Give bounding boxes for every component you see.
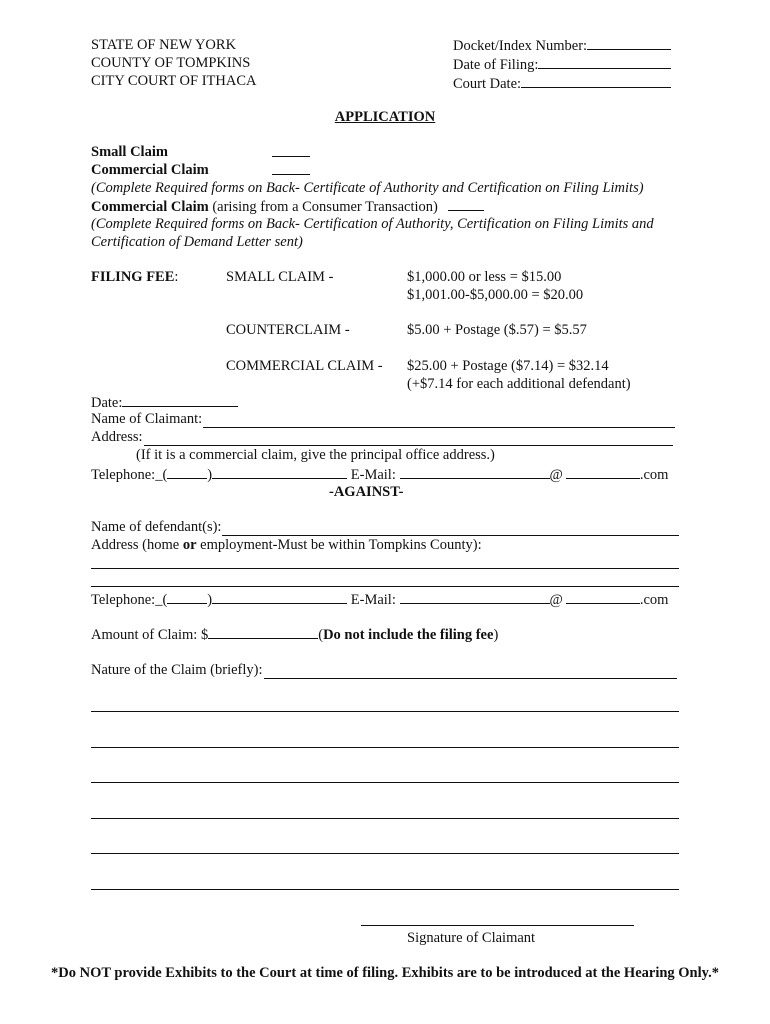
claimant-telephone-field[interactable] — [212, 465, 347, 479]
commercial-claim-checkbox[interactable] — [272, 161, 310, 175]
nature-line-5[interactable] — [91, 853, 679, 854]
court-date-label: Court Date: — [453, 76, 522, 92]
claimant-email-label: E-Mail: — [350, 467, 396, 483]
defendant-email-at: @ — [549, 592, 563, 608]
filing-date-field[interactable] — [538, 55, 671, 69]
amount-field[interactable] — [208, 625, 318, 639]
defendant-telephone-label: Telephone:_( — [91, 592, 168, 608]
filing-date-label: Date of Filing: — [453, 57, 539, 73]
nature-label: Nature of the Claim (briefly): — [91, 662, 263, 678]
claimant-email-user-field[interactable] — [400, 465, 550, 479]
nature-line-6[interactable] — [91, 889, 679, 890]
docket-number-field[interactable] — [587, 36, 671, 50]
court-heading — [91, 36, 256, 90]
fee-counter-amount: $5.00 + Postage ($.57) = $5.57 — [407, 322, 587, 338]
defendant-contact-row — [91, 590, 668, 609]
defendant-name-field[interactable] — [222, 521, 679, 536]
date-label: Date: — [91, 395, 123, 411]
claimant-telephone-label: Telephone:_( — [91, 467, 168, 483]
date-field[interactable] — [122, 393, 238, 407]
defendant-email-label: E-Mail: — [350, 592, 396, 608]
nature-line-2[interactable] — [91, 747, 679, 748]
fee-commercial-label: COMMERCIAL CLAIM - — [226, 358, 383, 374]
fee-small-tier-2: $1,001.00-$5,000.00 = $20.00 — [407, 287, 584, 303]
claimant-email-at: @ — [549, 467, 563, 483]
claimant-address-field[interactable] — [144, 431, 673, 446]
court-line: CITY COURT OF ITHACA — [91, 73, 257, 89]
small-claim-checkbox[interactable] — [272, 143, 310, 157]
claimant-email-com: .com — [639, 467, 669, 483]
filing-date-row — [453, 55, 671, 74]
claimant-name-field[interactable] — [203, 413, 675, 428]
small-claim-label: Small Claim — [91, 144, 168, 160]
defendant-name-label: Name of defendant(s): — [91, 519, 222, 535]
fee-small-label: SMALL CLAIM - — [226, 269, 334, 285]
nature-row — [91, 661, 677, 679]
defendant-email-user-field[interactable] — [400, 590, 550, 604]
claimant-address-row — [91, 428, 673, 446]
nature-line-3[interactable] — [91, 782, 679, 783]
amount-note-close: ) — [493, 627, 499, 643]
signature-line[interactable] — [361, 925, 634, 926]
county-line: COUNTY OF TOMPKINS — [91, 55, 251, 71]
defendant-telephone-field[interactable] — [212, 590, 347, 604]
fee-small-tier-1: $1,000.00 or less = $15.00 — [407, 269, 562, 285]
exhibits-notice: *Do NOT provide Exhibits to the Court at time of filing. Exhibits are to be introduced at the Hearing Only.* — [51, 965, 719, 981]
consumer-claim-note-1: (Complete Required forms on Back- Certification of Authority, Certification on Filing Limits and — [91, 216, 654, 232]
amount-note-open: ( — [318, 627, 324, 643]
consumer-claim-suffix: (arising from a Consumer Transaction) — [212, 199, 438, 215]
defendant-email-com: .com — [639, 592, 669, 608]
consumer-claim-note-2: Certification of Demand Letter sent) — [91, 234, 303, 250]
nature-line-1[interactable] — [91, 711, 679, 712]
defendant-address-label — [91, 536, 482, 554]
defendant-email-domain-field[interactable] — [566, 590, 640, 604]
commercial-claim-label: Commercial Claim — [91, 162, 209, 178]
defendant-address-or: or — [182, 537, 197, 553]
defendant-address-text-b: employment-Must be within Tompkins County): — [196, 537, 482, 553]
state-line: STATE OF NEW YORK — [91, 37, 237, 53]
defendant-tel-paren: ) — [207, 592, 213, 608]
consumer-claim-row — [91, 197, 484, 216]
filing-fee-heading — [91, 268, 178, 286]
claimant-address-label: Address: — [91, 429, 143, 445]
claimant-name-row — [91, 410, 675, 428]
nature-line-4[interactable] — [91, 818, 679, 819]
docket-block — [453, 36, 671, 93]
claimant-address-note: (If it is a commercial claim, give the principal office address.) — [136, 447, 495, 463]
defendant-address-text-a: Address (home — [91, 537, 183, 553]
consumer-claim-checkbox[interactable] — [448, 197, 484, 211]
fee-commercial-amount: $25.00 + Postage ($7.14) = $32.14 — [407, 358, 609, 374]
claimant-name-label: Name of Claimant: — [91, 411, 203, 427]
page-title: APPLICATION — [334, 109, 436, 125]
defendant-name-row — [91, 518, 679, 536]
fee-commercial-additional: (+$7.14 for each additional defendant) — [407, 376, 631, 392]
amount-label: Amount of Claim: $ — [91, 627, 209, 643]
amount-note: Do not include the filing fee — [323, 627, 494, 643]
defendant-address-line-2[interactable] — [91, 586, 679, 587]
claimant-area-code-field[interactable] — [167, 465, 207, 479]
filing-fee-colon: : — [174, 269, 179, 285]
filing-fee-label: FILING FEE — [91, 269, 175, 285]
docket-label: Docket/Index Number: — [453, 38, 588, 54]
defendant-area-code-field[interactable] — [167, 590, 207, 604]
amount-row — [91, 625, 498, 644]
consumer-claim-label: Commercial Claim — [91, 199, 209, 215]
commercial-claim-note: (Complete Required forms on Back- Certificate of Authority and Certification on Filing Limits) — [91, 180, 644, 196]
court-date-field[interactable] — [521, 74, 671, 88]
claimant-email-domain-field[interactable] — [566, 465, 640, 479]
defendant-address-line-1[interactable] — [91, 568, 679, 569]
against-heading: -AGAINST- — [329, 484, 404, 500]
fee-counter-label: COUNTERCLAIM - — [226, 322, 350, 338]
court-date-row — [453, 74, 671, 93]
nature-field[interactable] — [264, 664, 677, 679]
signature-label: Signature of Claimant — [407, 930, 536, 946]
docket-row — [453, 36, 671, 55]
claimant-contact-row — [91, 465, 668, 484]
claimant-tel-paren: ) — [207, 467, 213, 483]
